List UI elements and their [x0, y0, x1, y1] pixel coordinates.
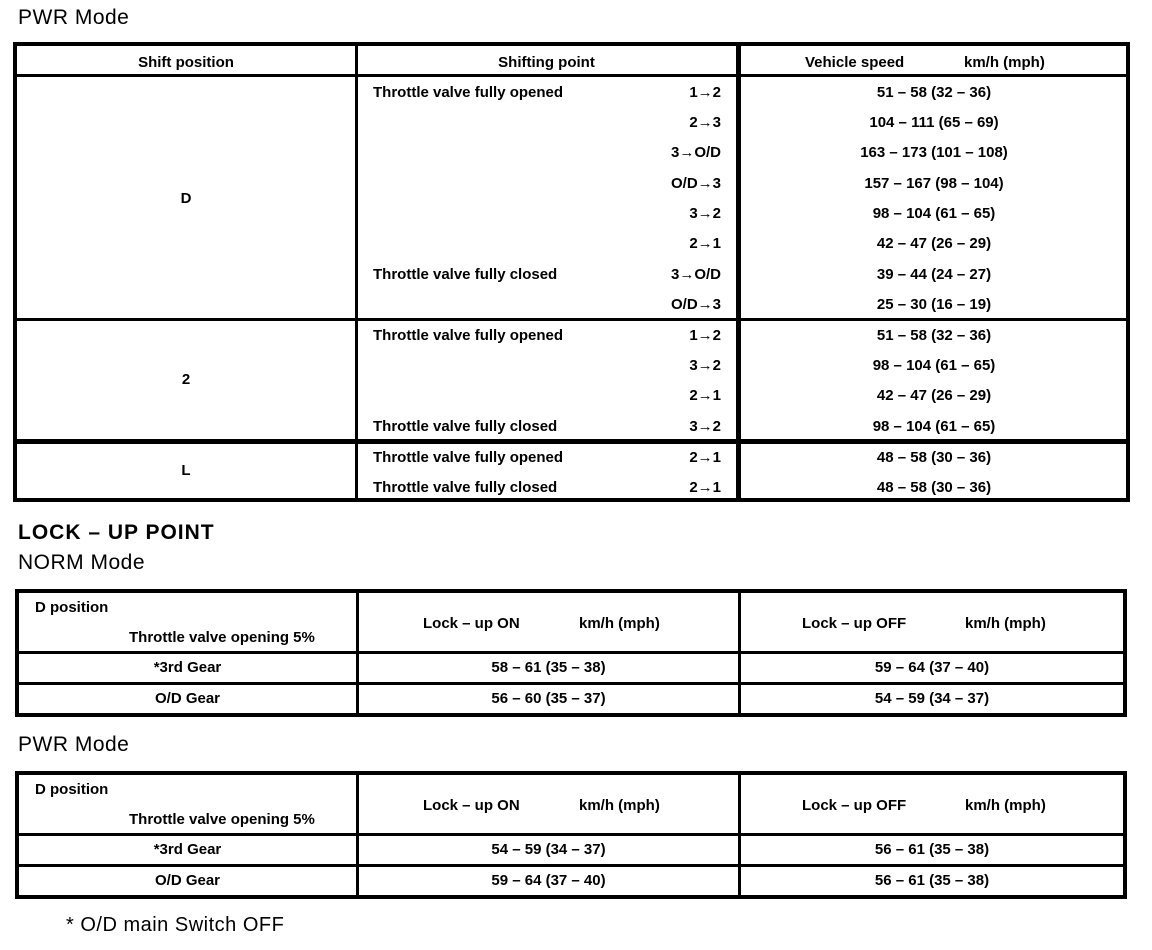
- shift-condition: Throttle valve fully opened: [373, 449, 564, 466]
- gear-label: *3rd Gear: [153, 659, 222, 676]
- header-divider: [17, 74, 1126, 77]
- d-position-label: D position: [35, 781, 109, 798]
- lockup-off-header: Lock – up OFF: [802, 615, 907, 632]
- lockup-on-header: Lock – up ON: [423, 797, 520, 814]
- header-shift-position: Shift position: [138, 54, 234, 71]
- lockup-point-title: LOCK – UP POINT: [18, 521, 215, 544]
- shift-speed: 48 – 58 (30 – 36): [876, 449, 992, 466]
- column-divider: [355, 46, 358, 498]
- shift-transition: O/D→3: [670, 175, 721, 192]
- shift-transition: 3→2: [689, 418, 721, 435]
- shift-condition: Throttle valve fully closed: [373, 418, 558, 435]
- gear-label: O/D Gear: [154, 690, 221, 707]
- throttle-opening-label: Throttle valve opening 5%: [129, 811, 315, 828]
- shift-speed: 51 – 58 (32 – 36): [876, 84, 992, 101]
- lockup-on-speed: 56 – 60 (35 – 37): [491, 690, 606, 707]
- shift-condition: Throttle valve fully closed: [373, 479, 558, 496]
- shift-speed: 104 – 111 (65 – 69): [869, 114, 999, 131]
- lockup-off-header: Lock – up OFF: [802, 797, 907, 814]
- shift-speed: 42 – 47 (26 – 29): [876, 387, 992, 404]
- shift-condition: Throttle valve fully opened: [373, 327, 564, 344]
- row-divider: [19, 864, 1123, 867]
- group-divider: [17, 318, 1126, 321]
- shift-condition: Throttle valve fully opened: [373, 84, 564, 101]
- throttle-opening-label: Throttle valve opening 5%: [129, 629, 315, 646]
- norm-lockup-table: [15, 589, 1127, 717]
- header-divider: [19, 651, 1123, 654]
- norm-mode-title: NORM Mode: [18, 551, 146, 574]
- lockup-on-speed: 54 – 59 (34 – 37): [491, 841, 606, 858]
- shift-speed: 48 – 58 (30 – 36): [876, 479, 992, 496]
- pwr-lockup-title: PWR Mode: [18, 733, 130, 756]
- lockup-on-speed: 58 – 61 (35 – 38): [491, 659, 606, 676]
- pwr-mode-title: PWR Mode: [18, 6, 130, 29]
- header-speed-unit: km/h (mph): [964, 54, 1045, 71]
- shift-speed: 39 – 44 (24 – 27): [876, 266, 992, 283]
- shift-transition: 3→2: [689, 205, 721, 222]
- shift-transition: 2→3: [689, 114, 721, 131]
- group-divider: [17, 439, 1126, 444]
- shift-speed: 98 – 104 (61 – 65): [872, 357, 996, 374]
- shift-transition: 3→O/D: [670, 144, 721, 161]
- shift-speed: 163 – 173 (101 – 108): [860, 144, 1008, 161]
- shift-condition: Throttle valve fully closed: [373, 266, 558, 283]
- gear-label: *3rd Gear: [153, 841, 222, 858]
- header-vehicle-speed: Vehicle speed: [805, 54, 905, 71]
- lockup-on-unit: km/h (mph): [579, 615, 660, 632]
- pwr-shift-table: [13, 42, 1130, 502]
- shift-speed: 98 – 104 (61 – 65): [872, 418, 996, 435]
- lockup-on-speed: 59 – 64 (37 – 40): [491, 872, 606, 889]
- lockup-off-speed: 56 – 61 (35 – 38): [874, 841, 990, 858]
- position-d: D: [180, 190, 192, 207]
- header-divider: [19, 833, 1123, 836]
- shift-transition: 2→1: [689, 387, 721, 404]
- position-2: 2: [181, 371, 191, 388]
- footnote: * O/D main Switch OFF: [66, 914, 285, 936]
- shift-transition: O/D→3: [670, 296, 721, 313]
- lockup-off-unit: km/h (mph): [965, 615, 1046, 632]
- shift-transition: 3→O/D: [670, 266, 721, 283]
- gear-label: O/D Gear: [154, 872, 221, 889]
- lockup-on-unit: km/h (mph): [579, 797, 660, 814]
- shift-transition: 1→2: [689, 327, 721, 344]
- pwr-lockup-table: [15, 771, 1127, 899]
- lockup-on-header: Lock – up ON: [423, 615, 520, 632]
- row-divider: [19, 682, 1123, 685]
- shift-speed: 157 – 167 (98 – 104): [864, 175, 1004, 192]
- shift-transition: 1→2: [689, 84, 721, 101]
- shift-transition: 2→1: [689, 479, 721, 496]
- lockup-off-speed: 54 – 59 (34 – 37): [874, 690, 990, 707]
- lockup-off-unit: km/h (mph): [965, 797, 1046, 814]
- shift-transition: 3→2: [689, 357, 721, 374]
- lockup-off-speed: 56 – 61 (35 – 38): [874, 872, 990, 889]
- shift-transition: 2→1: [689, 235, 721, 252]
- lockup-off-speed: 59 – 64 (37 – 40): [874, 659, 990, 676]
- header-shifting-point: Shifting point: [498, 54, 595, 71]
- position-l: L: [181, 462, 191, 479]
- shift-speed: 25 – 30 (16 – 19): [876, 296, 992, 313]
- d-position-label: D position: [35, 599, 109, 616]
- shift-speed: 42 – 47 (26 – 29): [876, 235, 992, 252]
- shift-speed: 51 – 58 (32 – 36): [876, 327, 992, 344]
- shift-speed: 98 – 104 (61 – 65): [872, 205, 996, 222]
- shift-transition: 2→1: [689, 449, 721, 466]
